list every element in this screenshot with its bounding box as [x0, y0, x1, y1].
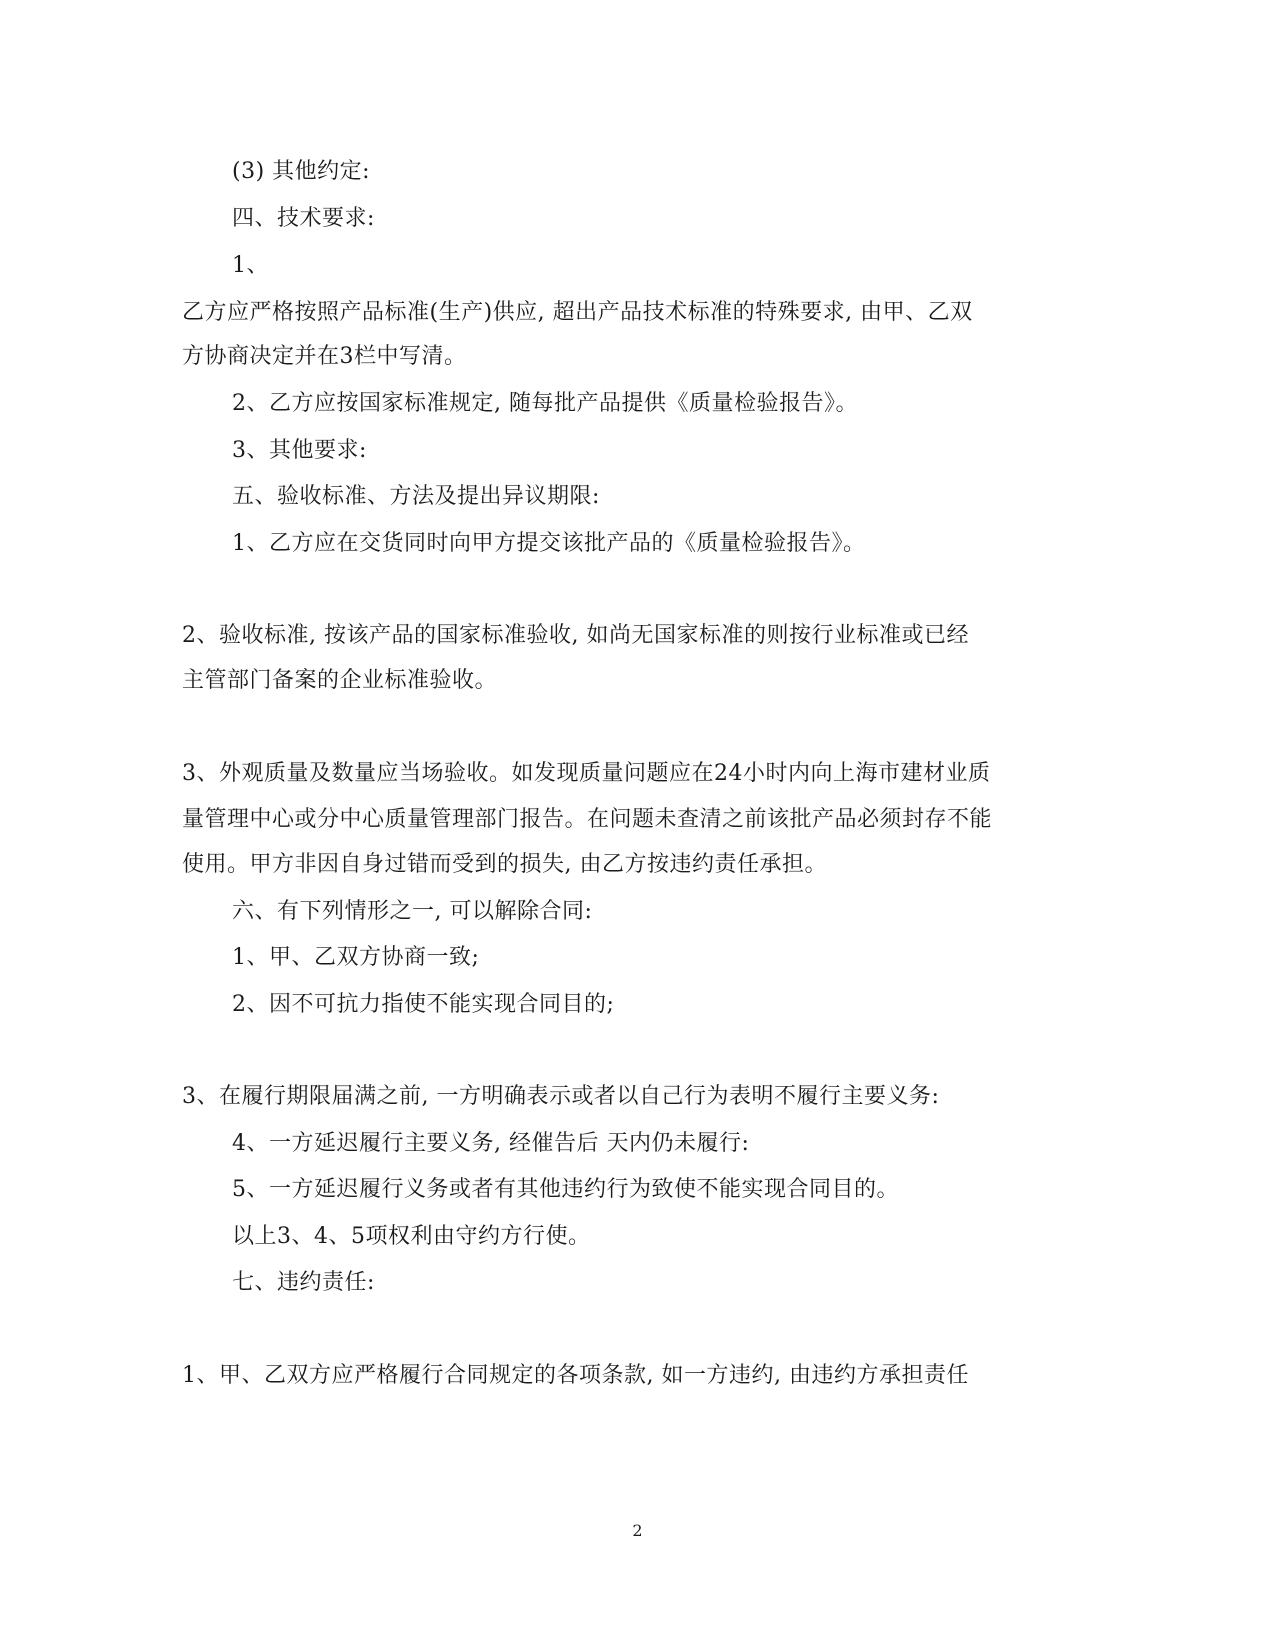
- text-line: 1、: [232, 253, 269, 278]
- page-number: 2: [632, 1521, 643, 1540]
- text-line: 2、乙方应按国家标准规定, 随每批产品提供《质量检验报告》。: [232, 391, 858, 416]
- text-line: 主管部门备案的企业标准验收。: [182, 668, 498, 693]
- text-line: 3、在履行期限届满之前, 一方明确表示或者以自己行为表明不履行主要义务:: [182, 1084, 940, 1109]
- text-line: 3、外观质量及数量应当场验收。如发现质量问题应在24小时内向上海市建材业质: [182, 761, 991, 786]
- text-line: 1、甲、乙双方应严格履行合同规定的各项条款, 如一方违约, 由违约方承担责任: [182, 1363, 969, 1388]
- section-heading: 六、有下列情形之一, 可以解除合同:: [232, 899, 593, 924]
- text-line: (3) 其他约定:: [232, 159, 371, 184]
- text-line: 量管理中心或分中心质量管理部门报告。在问题未查清之前该批产品必须封存不能: [182, 807, 993, 832]
- text-line: 3、其他要求:: [232, 438, 367, 463]
- text-line: 4、一方延迟履行主要义务, 经催告后 天内仍未履行:: [232, 1131, 750, 1156]
- text-line: 1、乙方应在交货同时向甲方提交该批产品的《质量检验报告》。: [232, 531, 866, 556]
- text-line: 使用。甲方非因自身过错而受到的损失, 由乙方按违约责任承担。: [182, 852, 827, 877]
- text-line: 方协商决定并在3栏中写清。: [182, 344, 467, 369]
- text-line: 2、验收标准, 按该产品的国家标准验收, 如尚无国家标准的则按行业标准或已经: [182, 623, 969, 648]
- text-line: 5、一方延迟履行义务或者有其他违约行为致使不能实现合同目的。: [232, 1177, 899, 1202]
- text-line: 2、因不可抗力指使不能实现合同目的;: [232, 992, 615, 1017]
- text-line: 乙方应严格按照产品标准(生产)供应, 超出产品技术标准的特殊要求, 由甲、乙双: [182, 300, 973, 325]
- text-line: 以上3、4、5项权利由守约方行使。: [232, 1224, 591, 1249]
- section-heading: 四、技术要求:: [232, 206, 375, 231]
- text-line: 1、甲、乙双方协商一致;: [232, 945, 480, 970]
- section-heading: 五、验收标准、方法及提出异议期限:: [232, 484, 600, 509]
- section-heading: 七、违约责任:: [232, 1270, 375, 1295]
